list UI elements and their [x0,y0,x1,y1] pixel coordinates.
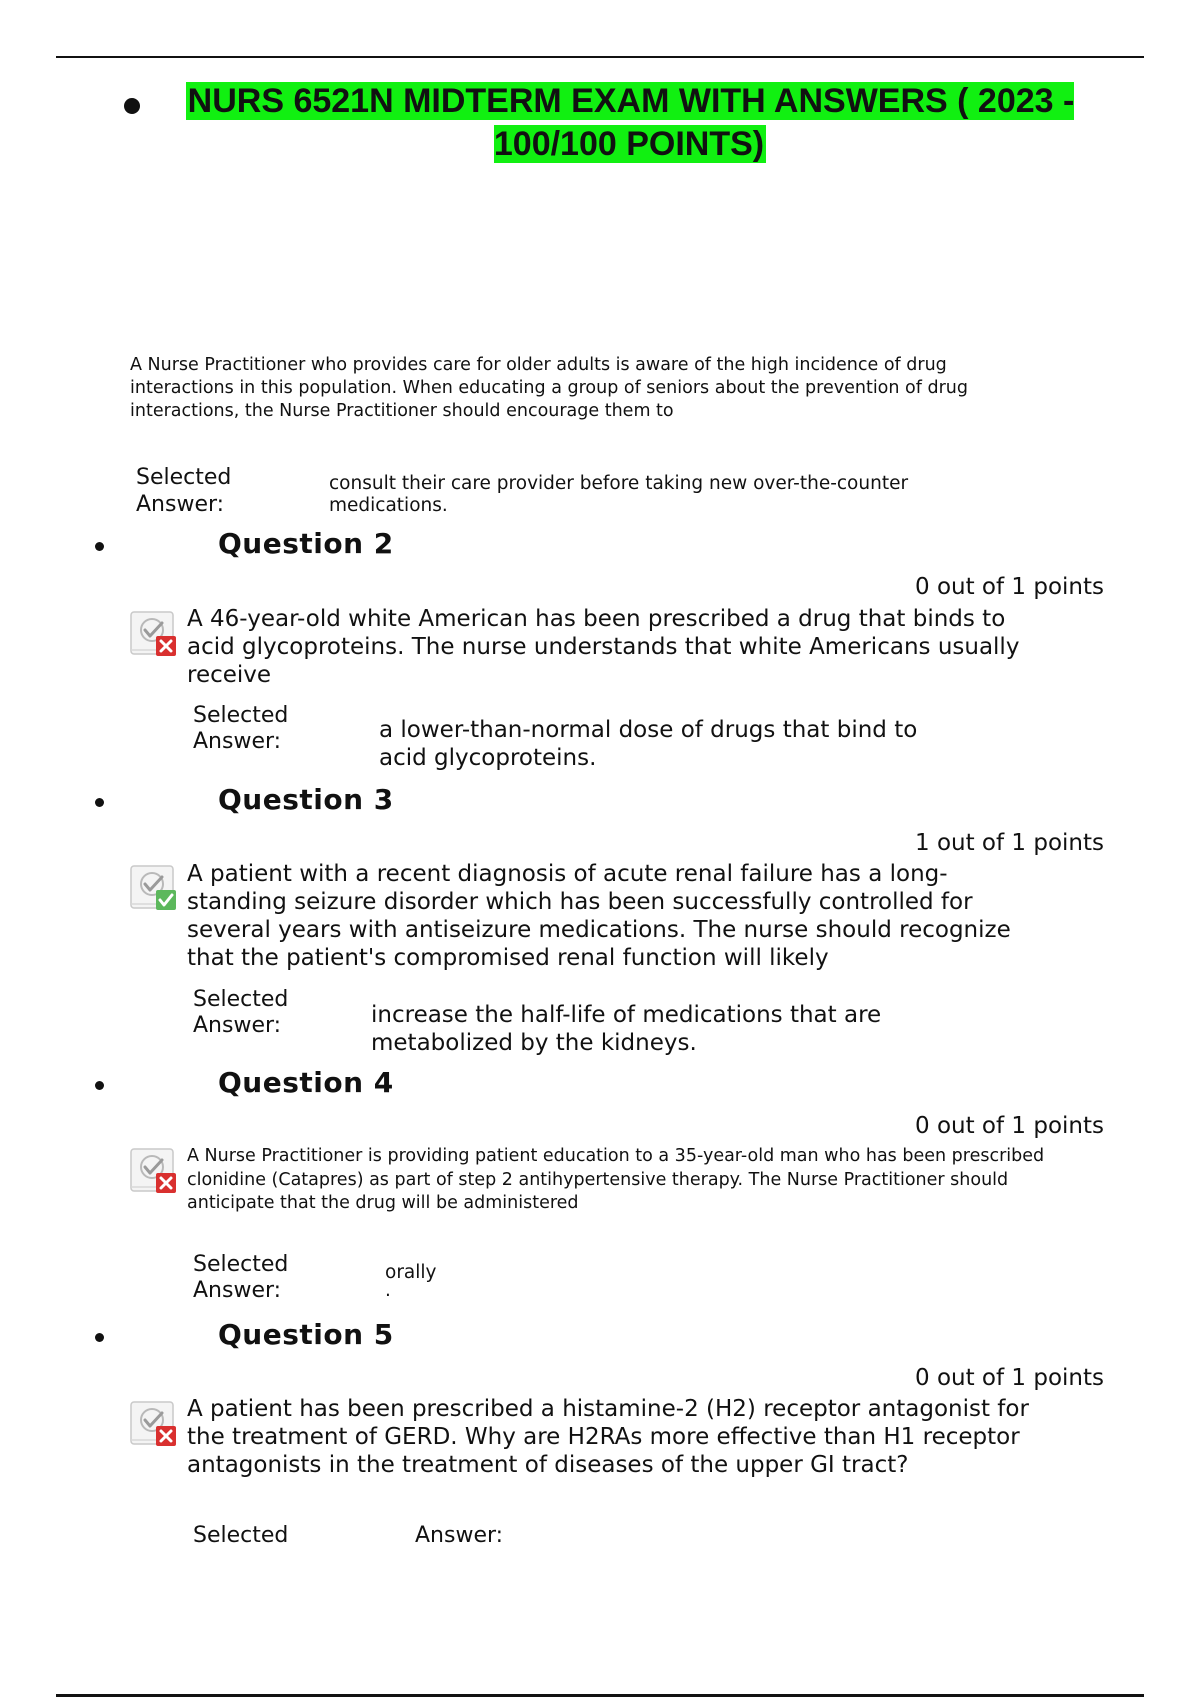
question-title: Question 3 [218,783,394,816]
selected-answer-label: Selected Answer: [193,1252,289,1303]
question-bullet [95,1081,104,1090]
question-bullet [95,542,104,551]
question-points: 0 out of 1 points [915,1365,1104,1391]
question-title: Question 2 [218,527,394,560]
question-title: Question 5 [218,1318,394,1351]
question-text: A Nurse Practitioner is providing patient education to a 35-year-old man who has been prescribed clonidine (Catapres) as part of step 2 antihypertensive therapy. The Nurse Practitioner should anticipate that the drug will be administered [187,1146,1045,1213]
grading-incorrect-icon [128,1143,184,1199]
selected-answer-label: Selected [193,1523,289,1548]
grading-correct-icon [128,860,184,916]
intro-answer: consult their care provider before taking new over-the-counter medications. [329,473,909,516]
intro-question-text: A Nurse Practitioner who provides care for older adults is aware of the high incidence of drug interactions in this population. When educating a group of seniors about the prevention of drug interactions, the Nurse Practitioner should encourage them to [130,355,968,421]
intro-selected-label: Selected Answer: [136,465,232,517]
selected-answer: increase the half-life of medications that are metabolized by the kidneys. [371,1002,882,1056]
bottom-rule [56,1694,1144,1697]
grading-incorrect-icon [128,606,184,662]
selected-answer: orally . [385,1262,437,1301]
question-title: Question 4 [218,1066,394,1099]
answer-label: Answer: [415,1523,504,1548]
question-points: 1 out of 1 points [915,830,1104,856]
title-bullet [124,98,140,114]
selected-answer: a lower-than-normal dose of drugs that bind to acid glycoproteins. [379,717,918,771]
question-text: A patient with a recent diagnosis of acute renal failure has a long-standing seizure disorder which has been successfully controlled for several years with antiseizure medications. The nurse should recognize that the patient's compromised renal function will likely [187,861,1011,971]
grading-incorrect-icon [128,1396,184,1452]
question-bullet [95,1333,104,1342]
question-points: 0 out of 1 points [915,1113,1104,1139]
top-rule [56,56,1144,58]
question-bullet [95,798,104,807]
question-points: 0 out of 1 points [915,574,1104,600]
selected-answer-label: Selected Answer: [193,703,289,754]
selected-answer-label: Selected Answer: [193,987,289,1038]
question-text: A 46-year-old white American has been prescribed a drug that binds to acid glycoproteins. The nurse understands that white Americans usually receive [187,606,1020,688]
page-title: NURS 6521N MIDTERM EXAM WITH ANSWERS ( 2023 - 100/100 POINTS) [187,82,1075,163]
question-text: A patient has been prescribed a histamine-2 (H2) receptor antagonist for the treatment of GERD. Why are H2RAs more effective than H1 receptor antagonists in the treatment of diseases of the upper GI tract? [187,1396,1029,1478]
